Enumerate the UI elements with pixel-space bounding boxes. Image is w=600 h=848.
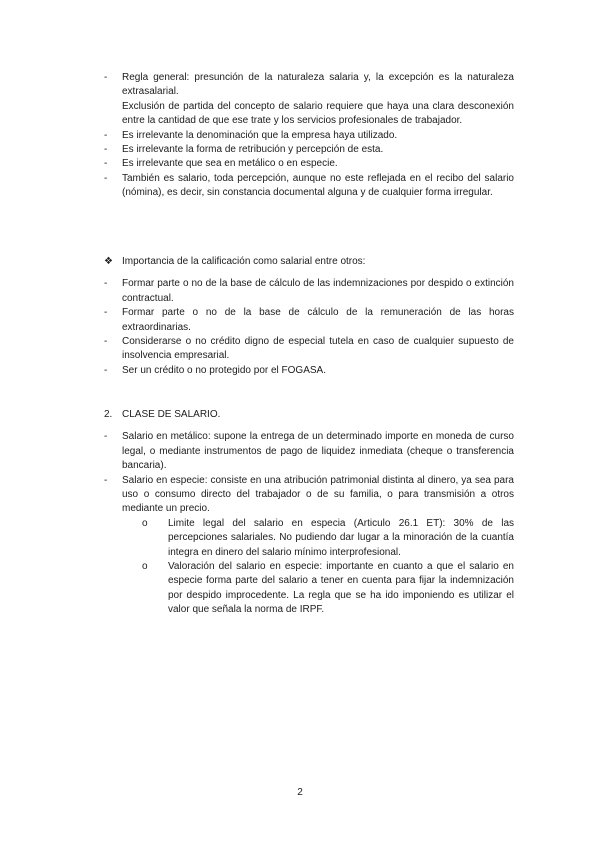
list-item	[104, 430, 514, 473]
list-item	[104, 172, 514, 201]
bullet-dash: -	[104, 364, 108, 376]
list-item-text: Es irrelevante que sea en metálico o en especie.	[122, 158, 338, 170]
bullet-dash: -	[104, 72, 108, 83]
bullet-dash: -	[104, 307, 108, 319]
list-item	[104, 129, 514, 143]
list-item	[104, 143, 514, 157]
sub-list-item	[104, 560, 514, 618]
list-item-text: Considerarse o no crédito digno de especial tutela en caso de cualquier supuesto de insolvencia empresarial.	[122, 336, 514, 362]
list-item-text: Regla general: presunción de la naturaleza salaria y, la excepción es la naturaleza extrasalarial.	[122, 72, 514, 98]
bullet-circle: o	[142, 561, 148, 573]
list-item-text: Ser un crédito o no protegido por el FOGASA.	[122, 364, 326, 376]
section-number: 2.	[104, 409, 113, 420]
bullet-dash: -	[104, 278, 108, 290]
list-item-text: Formar parte o no de la base de cálculo de la remuneración de las horas extraordinarias.	[122, 307, 514, 333]
continuation-paragraph: Exclusión de partida del concepto de salario requiere que haya una clara desconexión entre la cantidad de que ese trate y los servicios profesionales de trabajador.	[122, 100, 514, 127]
section-heading	[104, 408, 514, 422]
list-item-text: Salario en metálico: supone la entrega de un determinado importe en moneda de curso legal, o mediante instrumentos de pago de liquidez inmediata (cheque o transferencia bancaria).	[122, 431, 514, 472]
bullet-dash: -	[104, 172, 108, 184]
list-item	[104, 364, 514, 378]
list-item	[104, 71, 514, 100]
section-heading-text: CLASE DE SALARIO.	[122, 409, 221, 420]
bullet-dash: -	[104, 144, 108, 156]
section-clase-de-salario	[104, 408, 514, 618]
bullet-circle: o	[142, 517, 148, 529]
section-importance	[104, 255, 514, 378]
bullet-dash: -	[104, 129, 108, 141]
list-item	[104, 157, 514, 171]
importance-heading	[104, 255, 514, 269]
section-general-rule	[104, 71, 514, 201]
list-item-text: Es irrelevante la forma de retribución y percepción de esta.	[122, 144, 384, 156]
list-item	[104, 306, 514, 335]
list-item-text: Es irrelevante la denominación que la empresa haya utilizado.	[122, 129, 398, 141]
sub-list-item-text: Valoración del salario en especie: importante en cuanto a que el salario en especie forma parte del salario a tener en cuenta para fijar la indemnización por despido improcedente. La regla que se ha ido imponiendo es utilizar el valor que señala la norma de IRPF.	[168, 561, 514, 616]
list-item	[104, 277, 514, 306]
diamond-bullet-icon: ❖	[104, 256, 113, 267]
bullet-dash: -	[104, 336, 108, 348]
list-item	[104, 335, 514, 364]
bullet-dash: -	[104, 474, 108, 486]
list-item	[104, 474, 514, 517]
bullet-dash: -	[104, 158, 108, 170]
list-item-text: También es salario, toda percepción, aunque no este reflejada en el recibo del salario (nómina), es decir, sin constancia documental alguna y de cualquier forma irregular.	[122, 172, 514, 199]
list-item-text: Formar parte o no de la base de cálculo de las indemnizaciones por despido o extinción contractual.	[122, 278, 514, 304]
sub-list-item-text: Limite legal del salario en especia (Articulo 26.1 ET): 30% de las percepciones salariales. No pudiendo dar lugar a la minoración de la cuantía integra en dinero del salario mínimo interprofesional.	[168, 517, 514, 558]
importance-heading-text: Importancia de la calificación como salarial entre otros:	[122, 256, 366, 267]
sub-list-item	[104, 517, 514, 560]
bullet-dash: -	[104, 431, 108, 443]
page-number: 2	[297, 787, 303, 798]
list-item-text: Salario en especie: consiste en una atribución patrimonial distinta al dinero, ya sea para uso o consumo directo del trabajador o de su familia, o para transmisión a otros mediante un precio.	[122, 474, 514, 515]
